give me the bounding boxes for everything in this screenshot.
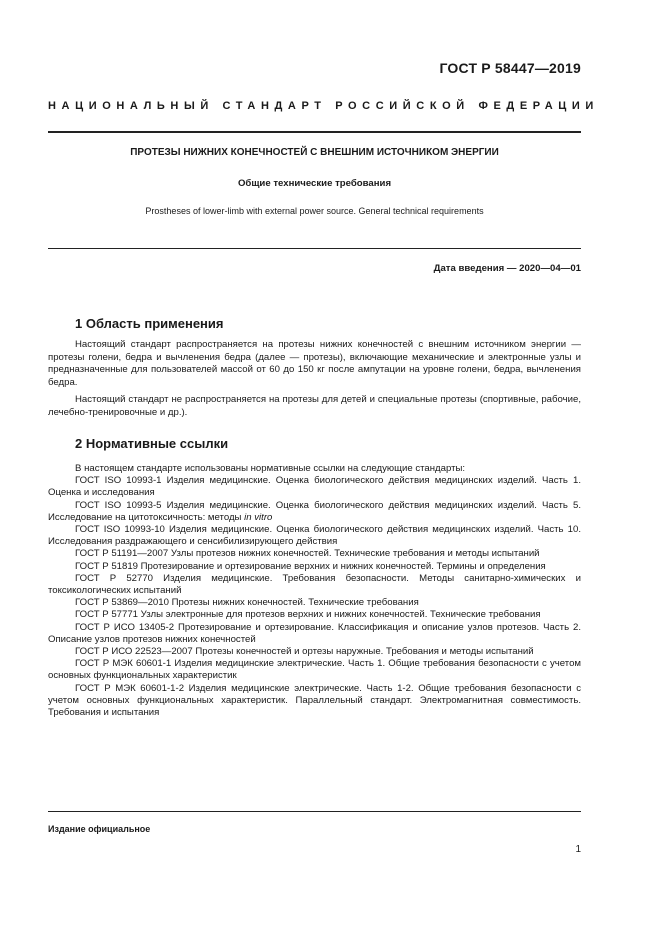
footer-divider <box>48 811 581 812</box>
in-vitro-term: in vitro <box>244 511 273 523</box>
document-title: ПРОТЕЗЫ НИЖНИХ КОНЕЧНОСТЕЙ С ВНЕШНИМ ИСТОЧНИКОМ ЭНЕРГИИ <box>130 147 499 158</box>
references-intro: В настоящем стандарте использованы нормативные ссылки на следующие стандарты: <box>75 463 466 474</box>
reference-item <box>48 500 581 524</box>
title-divider <box>48 248 581 249</box>
introduction-date: Дата введения — 2020—04—01 <box>433 263 581 274</box>
official-edition-label: Издание официальное <box>48 824 151 834</box>
reference-item: ГОСТ ISO 10993-1 Изделия медицинские. Оценка биологического действия медицинских изделий. Часть 1. Оценка и исследования <box>48 475 581 499</box>
section-1-paragraph: Настоящий стандарт не распространяется на протезы для детей и специальные протезы (спортивные, рабочие, лечебно-тренировочные и др.). <box>48 394 581 418</box>
reference-item: ГОСТ Р 51191—2007 Узлы протезов нижних конечностей. Технические требования и методы испытаний <box>75 548 540 560</box>
reference-item: ГОСТ Р МЭК 60601-1 Изделия медицинские электрические. Часть 1. Общие требования безопасности с учетом основных функциональных характеристик <box>48 658 581 682</box>
reference-text: ГОСТ ISO 10993-5 Изделия медицинские. Оценка биологического действия медицинских изделий. Часть 5. Исследование на цитотоксичность: методы <box>48 499 581 523</box>
section-1-paragraph: Настоящий стандарт распространяется на протезы нижних конечностей с внешним источником энергии — протезы голени, бедра и вычленения бедра (далее — протезы), включающие механические и электронные узлы и предназначенные для пользователей массой от 60 до 150 кг после ампутации на уровне голени, бедра, вычленения бедра. <box>48 339 581 388</box>
document-subtitle: Общие технические требования <box>237 178 392 189</box>
reference-item: ГОСТ Р 52770 Изделия медицинские. Требования безопасности. Методы санитарно-химических и токсикологических испытаний <box>48 572 581 597</box>
english-title: Prostheses of lower-limb with external power source. General technical requirements <box>145 206 484 216</box>
standard-number: ГОСТ Р 58447—2019 <box>439 60 581 76</box>
reference-item: ГОСТ Р МЭК 60601-1-2 Изделия медицинские электрические. Часть 1-2. Общие требования безопасности с учетом основных функциональных характеристик. Параллельный стандарт. Электромагнитная совместимость. Требования и испытания <box>48 682 581 719</box>
section-1-heading: 1 Область применения <box>75 316 224 331</box>
reference-item: ГОСТ Р 51819 Протезирование и ортезирование верхних и нижних конечностей. Термины и определения <box>75 560 546 572</box>
reference-item: ГОСТ ISO 10993-10 Изделия медицинские. Оценка биологического действия медицинских изделий. Часть 10. Исследования раздражающего и сенсибилизирующего действия <box>48 524 581 548</box>
header-divider <box>48 131 581 133</box>
reference-item: ГОСТ Р 53869—2010 Протезы нижних конечностей. Технические требования <box>75 597 419 609</box>
reference-item: ГОСТ Р 57771 Узлы электронные для протезов верхних и нижних конечностей. Технические требования <box>75 609 541 621</box>
page-number: 1 <box>575 844 581 855</box>
reference-item: ГОСТ Р ИСО 13405-2 Протезирование и ортезирование. Классификация и описание узлов протезов. Часть 2. Описание узлов протезов нижних конечностей <box>48 621 581 645</box>
reference-item: ГОСТ Р ИСО 22523—2007 Протезы конечностей и ортезы наружные. Требования и методы испытаний <box>75 646 534 658</box>
national-standard-label: НАЦИОНАЛЬНЫЙ СТАНДАРТ РОССИЙСКОЙ ФЕДЕРАЦИИ <box>48 100 599 112</box>
section-2-heading: 2 Нормативные ссылки <box>75 436 229 451</box>
references-list <box>48 463 581 719</box>
